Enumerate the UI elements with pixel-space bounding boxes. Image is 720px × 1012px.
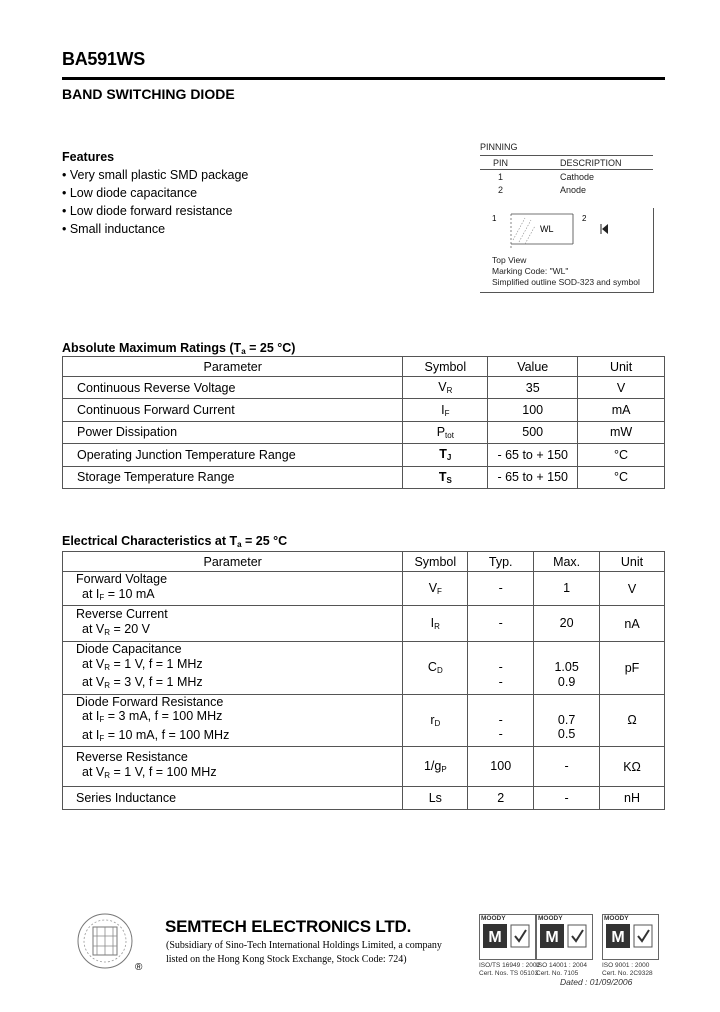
abs-max-row	[63, 444, 665, 466]
max-cell: 1.05 0.9	[534, 642, 600, 695]
svg-text:M: M	[611, 929, 625, 946]
unit-cell: KΩ	[600, 747, 665, 787]
parameter-cell: Continuous Reverse Voltage	[63, 377, 403, 399]
parameter-cell: Forward Voltage at $I_F = 10$ mA	[63, 572, 403, 606]
elec-char-title: Electrical Characteristics at $T_a = 25$ °C	[62, 534, 288, 549]
moody-mark-icon	[540, 924, 564, 948]
cert-number: Cert. Nos. TS 05103	[479, 970, 539, 977]
elec-char-row	[63, 642, 665, 695]
unit-cell: V	[600, 572, 665, 606]
iso-cert-badge	[479, 914, 541, 977]
typ-cell: -	[468, 572, 534, 606]
typ-cell: - -	[468, 694, 534, 747]
col-header: Max.	[534, 552, 600, 572]
parameter-cell: Reverse Current at $V_R = 20$ V	[63, 606, 403, 642]
pin-number: 2	[498, 184, 504, 195]
features-heading: Features	[62, 150, 115, 164]
pinning-label: PINNING	[480, 142, 518, 152]
diagram-pin2: 2	[582, 214, 587, 223]
parameter-cell: Storage Temperature Range	[63, 466, 403, 488]
moody-mark-icon	[483, 924, 507, 948]
unit-cell: nH	[600, 787, 665, 810]
col-header: Value	[488, 357, 578, 377]
parameter-cell: Continuous Forward Current	[63, 399, 403, 421]
title-rule	[62, 77, 665, 80]
iso-cert-badge	[602, 914, 659, 977]
registered-mark: ®	[135, 962, 143, 973]
unit-cell: °C	[578, 466, 665, 488]
company-name: SEMTECH ELECTRONICS LTD.	[165, 917, 412, 936]
cert-standard: ISO 9001 : 2000	[602, 962, 650, 969]
pinning-table	[480, 155, 653, 196]
cert-number: Cert. No. 7105	[536, 970, 579, 977]
col-header: Unit	[600, 552, 665, 572]
value-cell: - 65 to + 150	[488, 466, 578, 488]
elec-char-row	[63, 787, 665, 810]
symbol-cell: $I_R$	[403, 606, 468, 642]
typ-cell: -	[468, 606, 534, 642]
certification-seal-icon	[633, 924, 653, 948]
symbol-cell: $T_S$	[403, 466, 488, 488]
cert-standard: ISO/TS 16949 : 2002	[479, 962, 541, 969]
cert-brand: MOODY	[604, 915, 629, 922]
pinning-note: Marking Code: "WL"	[492, 266, 569, 276]
diode-symbol-icon	[601, 224, 608, 234]
col-header: Symbol	[403, 357, 488, 377]
unit-cell: V	[578, 377, 665, 399]
parameter-cell: Operating Junction Temperature Range	[63, 444, 403, 466]
symbol-cell: $C_D$	[403, 642, 468, 695]
abs-max-row	[63, 399, 665, 421]
unit-cell: nA	[600, 606, 665, 642]
abs-max-row	[63, 421, 665, 443]
max-cell: 20	[534, 606, 600, 642]
svg-text:M: M	[545, 929, 559, 946]
value-cell: 35	[488, 377, 578, 399]
symbol-cell: Ls	[403, 787, 468, 810]
description-col-header: DESCRIPTION	[560, 156, 653, 170]
col-header: Symbol	[403, 552, 468, 572]
feature-item: • Low diode capacitance	[62, 186, 198, 200]
parameter-cell: Power Dissipation	[63, 421, 403, 443]
cert-standard: ISO 14001 : 2004	[536, 962, 587, 969]
company-subsidiary-line: (Subsidiary of Sino-Tech International Holdings Limited, a company	[166, 940, 442, 951]
pin-col-header: PIN	[480, 156, 560, 170]
parameter-cell: Reverse Resistance at $V_R = 1$ V, f = 100 MHz	[63, 747, 403, 787]
max-cell: -	[534, 747, 600, 787]
max-cell: 0.7 0.5	[534, 694, 600, 747]
pin-description: Anode	[560, 184, 587, 195]
symbol-cell: $V_F$	[403, 572, 468, 606]
dated-text: Dated : 01/09/2006	[560, 977, 633, 987]
cert-number: Cert. No. 2C9328	[602, 970, 653, 977]
symbol-cell: $V_R$	[403, 377, 488, 399]
company-listing-line: listed on the Hong Kong Stock Exchange, Stock Code: 724)	[166, 954, 407, 965]
cert-brand: MOODY	[538, 915, 563, 922]
abs-max-title: Absolute Maximum Ratings ($T_a = 25$ °C)	[62, 341, 296, 356]
abs-max-table	[62, 356, 665, 489]
col-header: Typ.	[468, 552, 534, 572]
unit-cell: mW	[578, 421, 665, 443]
pinning-note: Simplified outline SOD-323 and symbol	[492, 277, 640, 287]
typ-cell: 2	[468, 787, 534, 810]
feature-item: • Small inductance	[62, 222, 166, 236]
svg-text:M: M	[488, 929, 502, 946]
symbol-cell: $1/g_P$	[403, 747, 468, 787]
parameter-cell: Diode Capacitance at $V_R = 1$ V, f = 1 MHz at $V_R = 3$ V, f = 1 MHz	[63, 642, 403, 695]
typ-cell: 100	[468, 747, 534, 787]
col-header: Parameter	[63, 552, 403, 572]
abs-max-row	[63, 377, 665, 399]
elec-char-row	[63, 606, 665, 642]
elec-char-row	[63, 694, 665, 747]
elec-char-table	[62, 551, 665, 810]
symbol-cell: $r_D$	[403, 694, 468, 747]
unit-cell: mA	[578, 399, 665, 421]
document-subtitle: BAND SWITCHING DIODE	[62, 86, 235, 102]
value-cell: - 65 to + 150	[488, 444, 578, 466]
unit-cell: pF	[600, 642, 665, 695]
col-header: Parameter	[63, 357, 403, 377]
value-cell: 500	[488, 421, 578, 443]
parameter-cell: Series Inductance	[63, 787, 403, 810]
value-cell: 100	[488, 399, 578, 421]
unit-cell: Ω	[600, 694, 665, 747]
elec-char-row	[63, 747, 665, 787]
col-header: Unit	[578, 357, 665, 377]
feature-item: • Low diode forward resistance	[62, 204, 233, 218]
certification-seal-icon	[567, 924, 587, 948]
parameter-cell: Diode Forward Resistance at $I_F = 3$ mA, f = 100 MHz at $I_F = 10$ mA, f = 100 MHz	[63, 694, 403, 747]
semtech-logo-icon	[76, 912, 138, 974]
unit-cell: °C	[578, 444, 665, 466]
diagram-marking: WL	[540, 224, 554, 234]
symbol-cell: $T_J$	[403, 444, 488, 466]
abs-max-row	[63, 466, 665, 488]
feature-item: • Very small plastic SMD package	[62, 168, 249, 182]
symbol-cell: $I_F$	[403, 399, 488, 421]
iso-cert-badge	[536, 914, 593, 977]
symbol-cell: $P_{tot}$	[403, 421, 488, 443]
max-cell: 1	[534, 572, 600, 606]
diode-package-outline	[505, 210, 620, 252]
pin-description: Cathode	[560, 171, 595, 182]
elec-char-row	[63, 572, 665, 606]
pinning-note: Top View	[492, 255, 527, 265]
diagram-pin1: 1	[492, 214, 497, 223]
max-cell: -	[534, 787, 600, 810]
moody-mark-icon	[606, 924, 630, 948]
typ-cell: - -	[468, 642, 534, 695]
part-number: BA591WS	[62, 49, 145, 69]
cert-brand: MOODY	[481, 915, 506, 922]
pin-number: 1	[498, 171, 504, 182]
certification-seal-icon	[510, 924, 530, 948]
